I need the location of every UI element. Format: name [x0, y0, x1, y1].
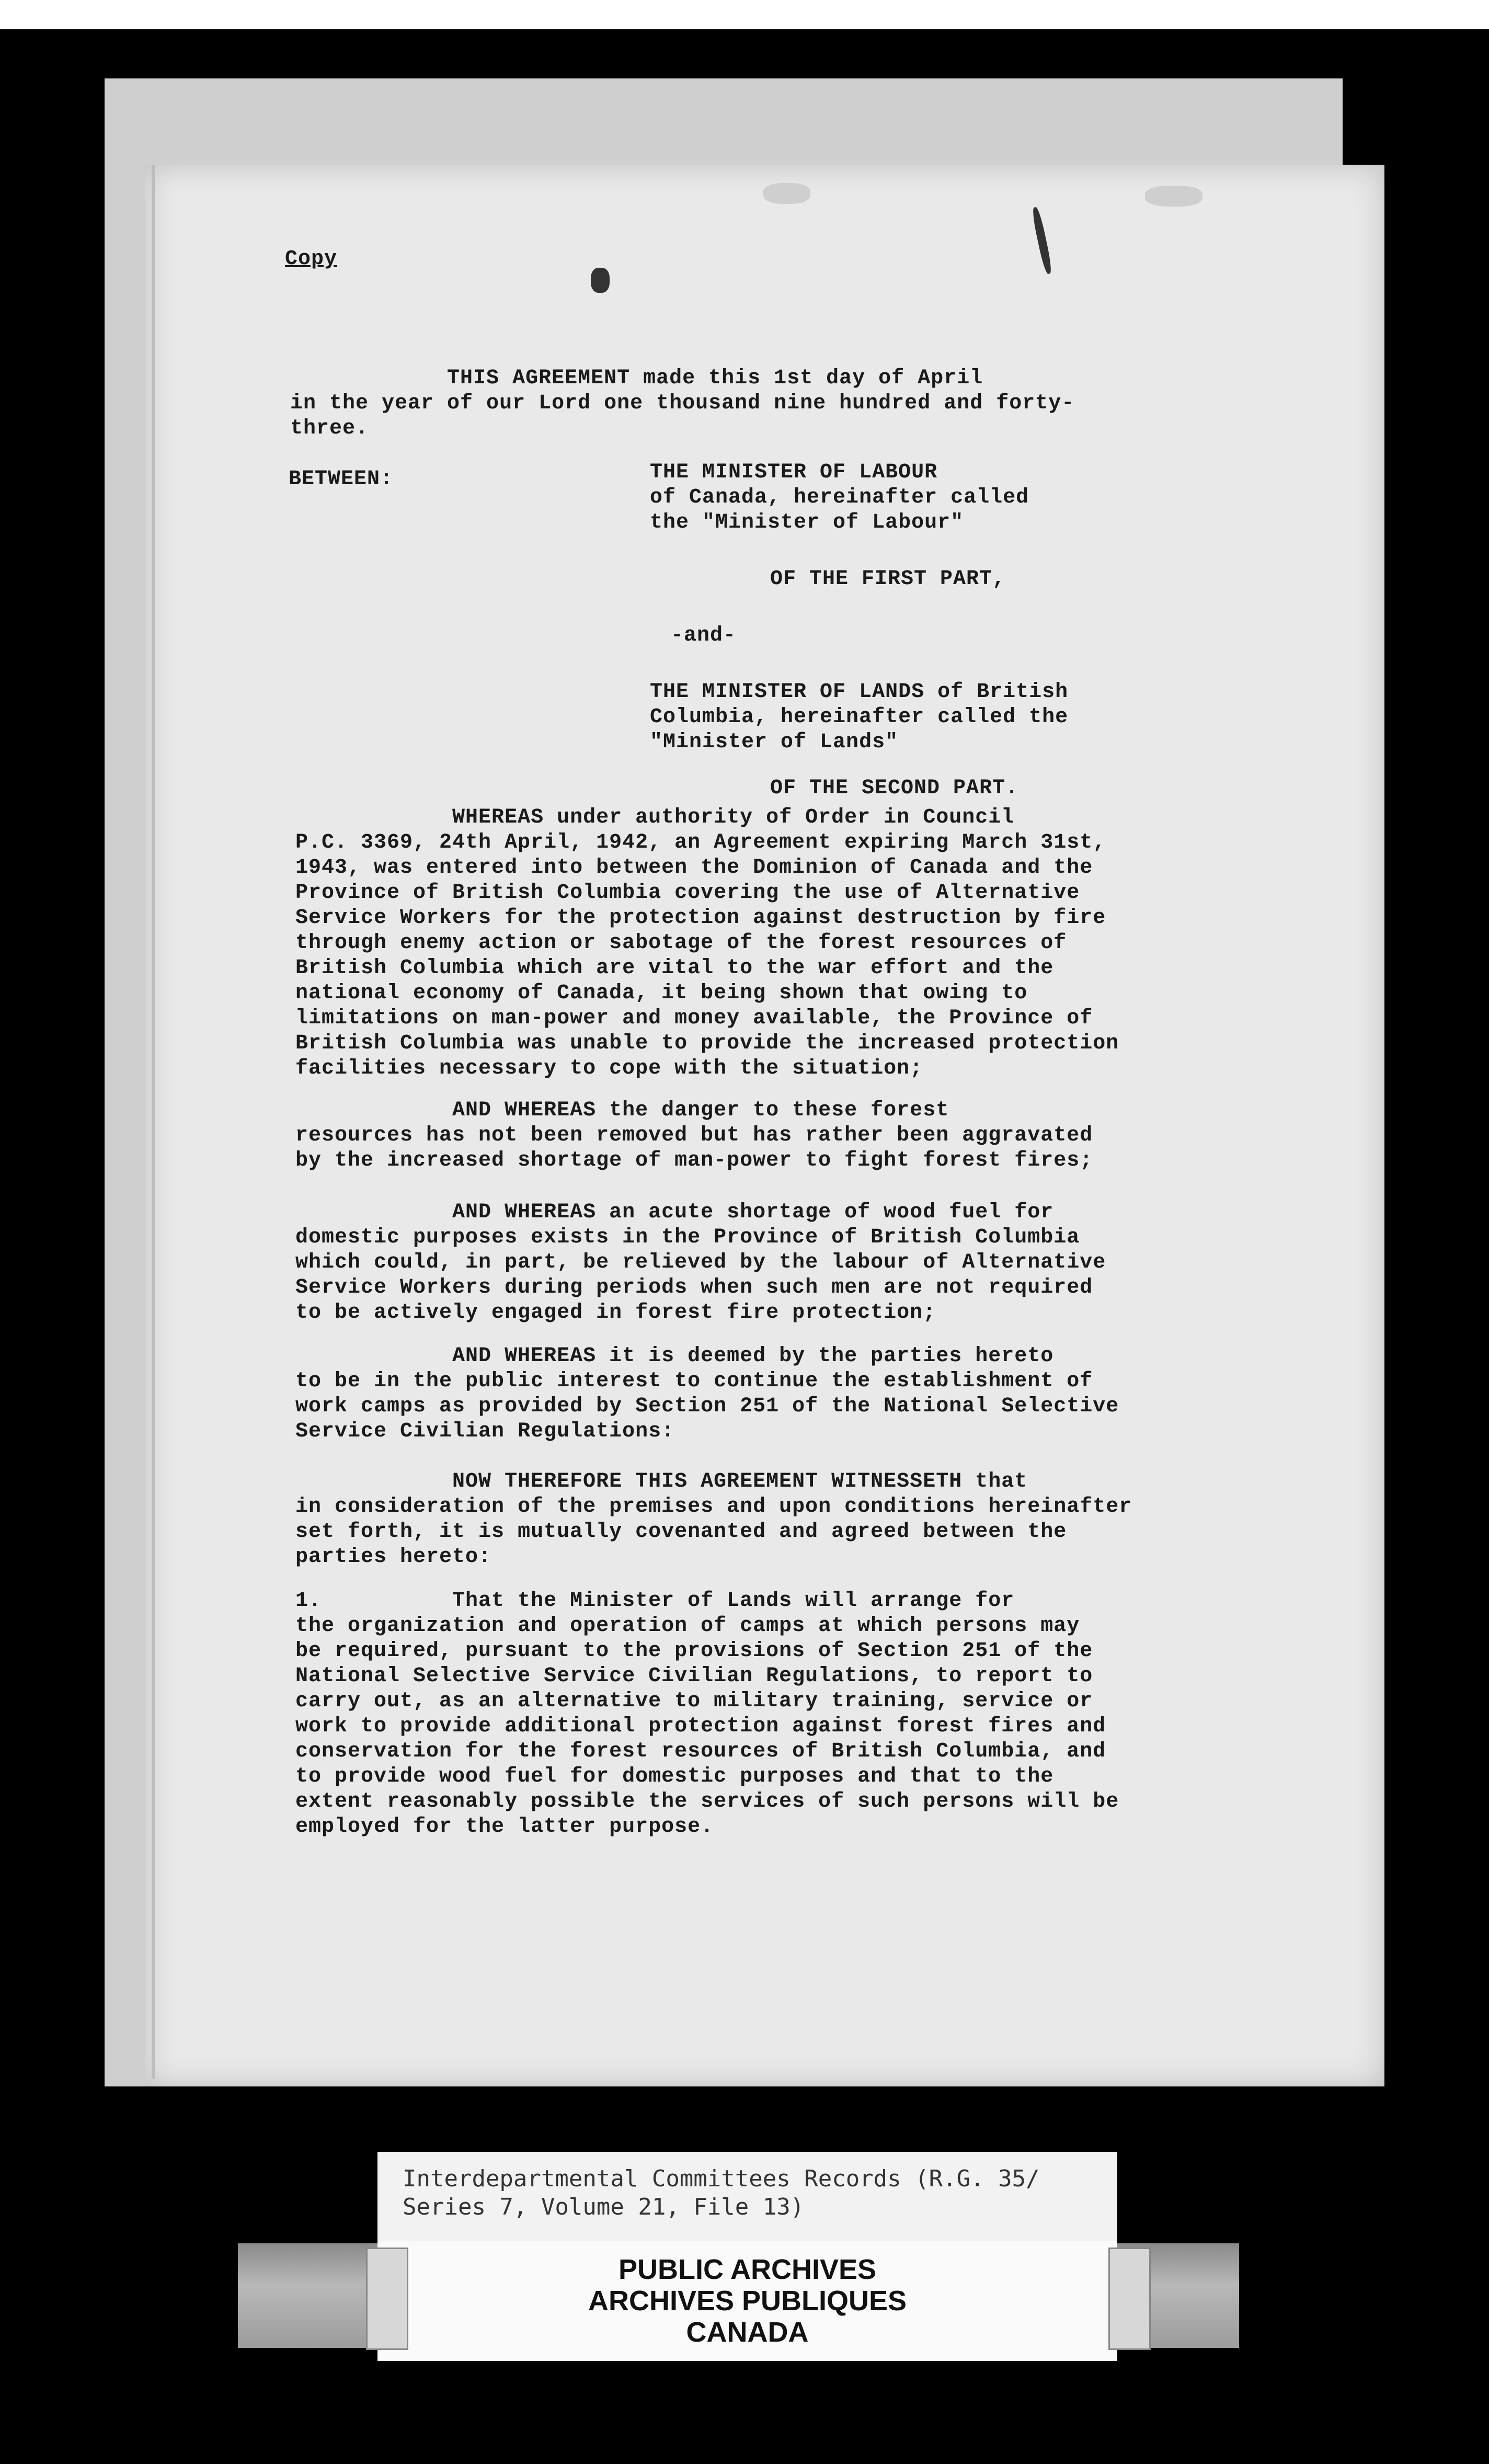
ink-blot: [591, 268, 610, 293]
parties-block: [650, 460, 1068, 801]
page-fold-edge: [152, 165, 155, 2079]
whereas-paragraph: AND WHEREAS the danger to these forest resources has not been removed but has rather been aggravated by the increased shortage of man-power to fight forest fires;: [295, 1099, 1093, 1172]
witnesseth-paragraph: NOW THEREFORE THIS AGREEMENT WITNESSETH that in consideration of the premises and upon conditions hereinafter set forth, it is mutually covenanted and agreed between the parties hereto:: [295, 1470, 1132, 1569]
archives-stamp: [377, 2254, 1117, 2348]
and-separator: -and-: [671, 624, 737, 647]
punch-damage: [763, 183, 810, 204]
top-margin: [0, 0, 1489, 29]
stamp-line-3: CANADA: [686, 2317, 809, 2348]
whereas-paragraph: AND WHEREAS it is deemed by the parties hereto to be in the public interest to continue the establishment of work camps as provided by Section 251 of the National Selective Service Civilian Regulations:: [295, 1344, 1119, 1443]
party-2-role: OF THE SECOND PART.: [770, 777, 1019, 800]
clause-1: 1. That the Minister of Lands will arrange for the organization and operation of camps at which persons may be required, pursuant to the provisions of Section 251 of the National Selective Service Civilian Regulations, to report to carry out, as an alternative to military training, service or work to provide additional protection against forest fires and conservation for the forest resources of British Columbia, and to provide wood fuel for domestic purposes and that to the extent reasonably possible the services of such persons will be employed for the latter purpose.: [295, 1589, 1119, 1839]
whereas-paragraph: WHEREAS under authority of Order in Council P.C. 3369, 24th April, 1942, an Agreement expiring March 31st, 1943, was entered into between the Dominion of Canada and the Province of British Columbia covering the use of Alternative Service Workers for the protection against destruction by fire through enemy action or sabotage of the forest resources of British Columbia which are vital to the war effort and the national economy of Canada, it being shown that owing to limitations on man-power and money available, the Province of British Columbia was unable to provide the increased protection facilities necessary to cope with the situation;: [295, 806, 1119, 1080]
party-2: THE MINISTER OF LANDS of British Columbia, hereinafter called the "Minister of Lands": [650, 680, 1069, 754]
stamp-line-1: PUBLIC ARCHIVES: [618, 2254, 877, 2285]
agreement-recitals: THIS AGREEMENT made this 1st day of April in the year of our Lord one thousand nine hundred and forty- three.: [290, 367, 1075, 440]
archive-reference: Interdepartmental Committees Records (R.G. 35/ Series 7, Volume 21, File 13): [403, 2165, 1040, 2220]
between-label: BETWEEN:: [289, 467, 394, 491]
party-1-role: OF THE FIRST PART,: [770, 567, 1006, 591]
punch-damage: [1145, 186, 1202, 207]
party-1: THE MINISTER OF LABOUR of Canada, hereinafter called the "Minister of Labour": [650, 461, 1029, 534]
whereas-paragraph: AND WHEREAS an acute shortage of wood fuel for domestic purposes exists in the Province of British Columbia which could, in part, be relieved by the labour of Alternative Service Workers during periods when such men are not required to be actively engaged in forest fire protection;: [295, 1201, 1106, 1325]
copy-label: Copy: [285, 247, 338, 271]
stamp-line-2: ARCHIVES PUBLIQUES: [588, 2285, 907, 2317]
